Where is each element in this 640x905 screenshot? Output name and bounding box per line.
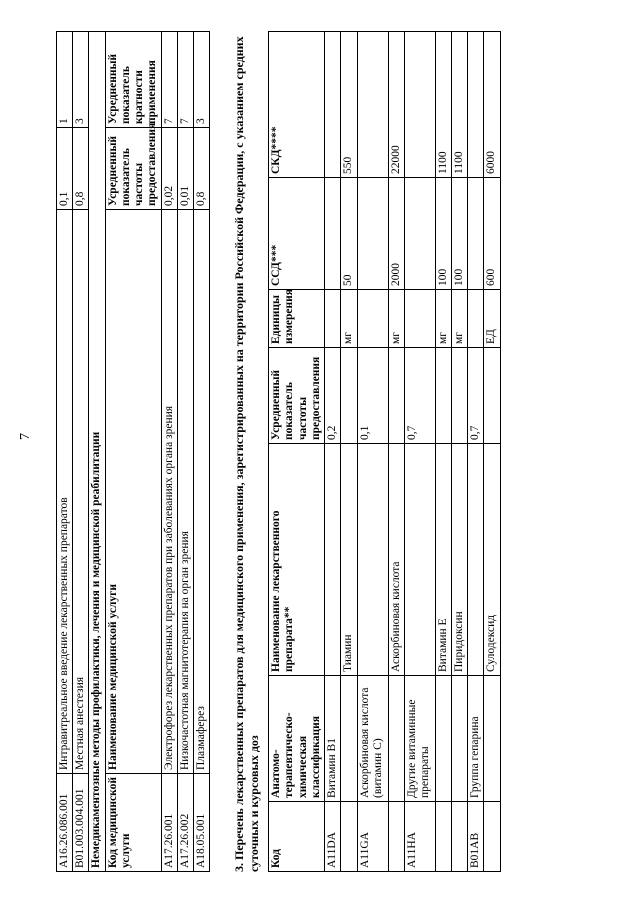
atc-code [388, 802, 404, 872]
skd-value [325, 32, 341, 178]
drug-name [357, 444, 388, 676]
unit-value [357, 290, 388, 348]
frequency-value: 0,1 [357, 348, 388, 444]
table-row [325, 32, 341, 872]
atc-name: Другие витаминные препараты [404, 676, 435, 802]
header-drug: Наименование лекарственного препарата** [269, 444, 325, 676]
atc-code: A11HA [404, 802, 435, 872]
frequency-value: 0,7 [468, 348, 484, 444]
skd-value: 22000 [388, 32, 404, 178]
ssd-value: 100 [451, 178, 467, 290]
service-code: A16.26.086.001 [57, 774, 73, 872]
unit-value [325, 290, 341, 348]
drug-name [325, 444, 341, 676]
section-3-heading: 3. Перечень лекарственных препаратов для медицинского применения, зарегистрированных на территории Российской Федерации, с указанием средних суточных и курсовых доз [232, 36, 262, 872]
skd-value: 1100 [435, 32, 451, 178]
service-name: Электрофорез лекарственных препаратов при заболеваниях органа зрения [161, 210, 177, 774]
atc-name [341, 676, 357, 802]
ssd-value [357, 178, 388, 290]
multiplicity-value: 3 [193, 32, 209, 128]
table-header-row [269, 32, 325, 872]
skd-value: 550 [341, 32, 357, 178]
unit-value: мг [341, 290, 357, 348]
skd-value [357, 32, 388, 178]
table-row [468, 32, 484, 872]
atc-code: A11DA [325, 802, 341, 872]
frequency-value [484, 348, 500, 444]
table-row [435, 32, 451, 872]
atc-name [484, 676, 500, 802]
service-name: Местная анестезия [73, 210, 89, 774]
drugs-table [268, 31, 500, 872]
header-frequency: Усредненный показатель частоты предоставления [269, 348, 325, 444]
frequency-value: 0,1 [57, 128, 73, 210]
unit-value: мг [435, 290, 451, 348]
document-body [56, 32, 501, 872]
table-row [484, 32, 500, 872]
atc-code [484, 802, 500, 872]
ssd-value [404, 178, 435, 290]
frequency-value [451, 348, 467, 444]
frequency-value: 0,2 [325, 348, 341, 444]
unit-value: мг [388, 290, 404, 348]
table-row [193, 32, 209, 872]
header-multiplicity: Усредненный показатель кратности применения [105, 32, 161, 128]
header-code: Код [269, 802, 325, 872]
unit-value [404, 290, 435, 348]
frequency-value: 0,8 [193, 128, 209, 210]
page-number: 7 [18, 433, 33, 440]
table-row [73, 32, 89, 872]
ssd-value: 100 [435, 178, 451, 290]
table-row [357, 32, 388, 872]
header-name: Наименование медицинской услуги [105, 210, 161, 774]
table-row [404, 32, 435, 872]
skd-value [404, 32, 435, 178]
drug-name [468, 444, 484, 676]
header-unit: Единицы измерения [269, 290, 325, 348]
frequency-value [435, 348, 451, 444]
table-row [388, 32, 404, 872]
multiplicity-value: 1 [57, 32, 73, 128]
header-skd: СКД**** [269, 32, 325, 178]
drug-name: Сулодексид [484, 444, 500, 676]
table-row [177, 32, 193, 872]
header-frequency: Усредненный показатель частоты предоставления [105, 128, 161, 210]
table-row [341, 32, 357, 872]
services-table [56, 31, 210, 872]
frequency-value: 0,8 [73, 128, 89, 210]
unit-value: ЕД [484, 290, 500, 348]
ssd-value: 2000 [388, 178, 404, 290]
table-row [161, 32, 177, 872]
service-name: Интравитреальное введение лекарственных препаратов [57, 210, 73, 774]
drug-name: Аскорбиновая кислота [388, 444, 404, 676]
unit-value [468, 290, 484, 348]
frequency-value: 0,02 [161, 128, 177, 210]
service-code: A17.26.001 [161, 774, 177, 872]
atc-code: A11GA [357, 802, 388, 872]
service-name: Плазмаферез [193, 210, 209, 774]
service-code: A17.26.002 [177, 774, 193, 872]
ssd-value [325, 178, 341, 290]
service-code: A18.05.001 [193, 774, 209, 872]
multiplicity-value: 7 [161, 32, 177, 128]
atc-name [451, 676, 467, 802]
frequency-value [341, 348, 357, 444]
multiplicity-value: 3 [73, 32, 89, 128]
service-name: Низкочастотная магнитотерапия на орган зрения [177, 210, 193, 774]
atc-name: Витамин B1 [325, 676, 341, 802]
unit-value: мг [451, 290, 467, 348]
multiplicity-value: 7 [177, 32, 193, 128]
section-title-row [89, 32, 105, 872]
drug-name: Пиридоксин [451, 444, 467, 676]
atc-code [341, 802, 357, 872]
frequency-value: 0,7 [404, 348, 435, 444]
header-ssd: ССД*** [269, 178, 325, 290]
drug-name [404, 444, 435, 676]
atc-code [435, 802, 451, 872]
ssd-value: 600 [484, 178, 500, 290]
skd-value [468, 32, 484, 178]
atc-name: Аскорбиновая кислота (витамин C) [357, 676, 388, 802]
atc-code [451, 802, 467, 872]
drug-name: Тиамин [341, 444, 357, 676]
section-title: Немедикаментозные методы профилактики, лечения и медицинской реабилитации [89, 32, 105, 872]
drug-name: Витамин E [435, 444, 451, 676]
atc-name: Группа гепарина [468, 676, 484, 802]
atc-name [435, 676, 451, 802]
ssd-value [468, 178, 484, 290]
frequency-value: 0,01 [177, 128, 193, 210]
table-row [57, 32, 73, 872]
service-code: B01.003.004.001 [73, 774, 89, 872]
table-header-row [105, 32, 161, 872]
atc-code: B01AB [468, 802, 484, 872]
header-code: Код медицинской услуги [105, 774, 161, 872]
atc-name [388, 676, 404, 802]
ssd-value: 50 [341, 178, 357, 290]
frequency-value [388, 348, 404, 444]
header-atc: Анатомо-терапевтическо-химическая классификация [269, 676, 325, 802]
skd-value: 6000 [484, 32, 500, 178]
table-row [451, 32, 467, 872]
skd-value: 1100 [451, 32, 467, 178]
